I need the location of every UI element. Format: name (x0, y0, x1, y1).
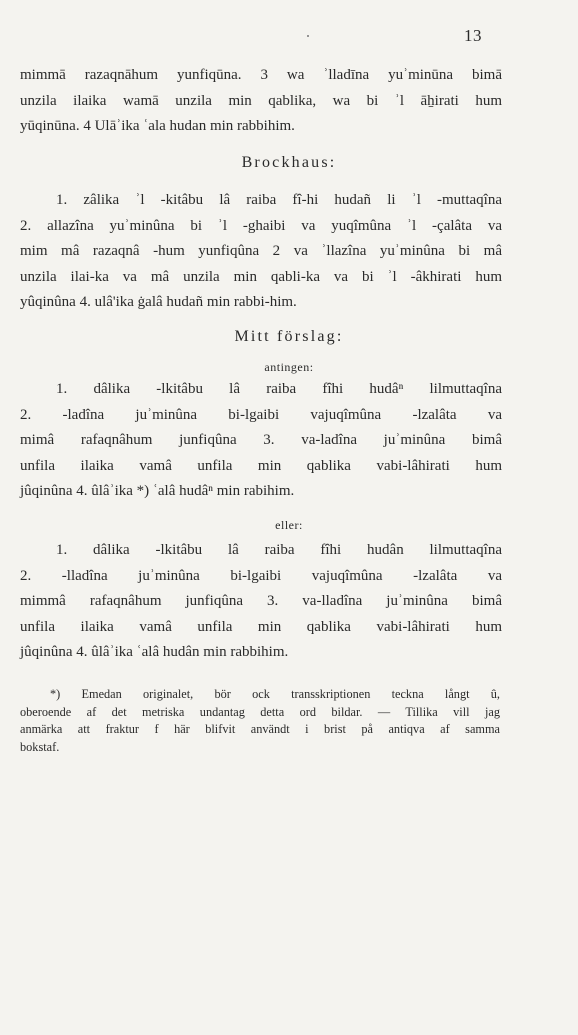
text-line: unzila ilaika wamā unzila min qablika, wa bi ʾl āẖirati hum (20, 92, 502, 109)
footnote-line: anmärka att fraktur f här blifvit användt i brist på antiqva af samma (20, 722, 500, 736)
footnote-line: oberoende af det metriska undantag detta ord bildar. — Tillika vill jag (20, 704, 500, 719)
brockhaus-paragraph (20, 188, 502, 316)
proposal-subheading-antingen: antingen: (264, 360, 314, 374)
text-line: 1. zâlika ʾl -kitâbu lâ raiba fî-hi hudañ li ʾl -muttaqîna (56, 192, 502, 208)
brockhaus-heading: Brockhaus: (241, 154, 337, 171)
proposal-paragraph-2 (20, 538, 502, 666)
text-line: unfila ilaika vamâ unfila min qablika vabi-lâhirati hum (20, 457, 502, 474)
intro-paragraph (20, 63, 502, 140)
footnote-line: *) Emedan originalet, bör ock transskriptionen teckna långt û, (50, 687, 500, 701)
footnote-line: bokstaf. (20, 739, 60, 754)
text-line: unzila ilai-ka va mâ unzila min qabli-ka va bi ʾl -âkhirati hum (20, 268, 502, 285)
text-line: jûqinûna 4. ûlâʾika ʿalâ hudân min rabbihim. (20, 644, 289, 660)
text-line: unfila ilaika vamâ unfila min qablika vabi-lâhirati hum (20, 618, 502, 635)
text-line: 2. -lladîna juʾminûna bi-lgaibi vajuqîmûna -lzalâta va (20, 567, 502, 584)
text-line: jûqinûna 4. ûlâʾika *) ʿalâ hudâⁿ min rabihim. (20, 483, 295, 499)
text-line: 1. dâlika -lkitâbu lâ raiba fîhi hudâⁿ lilmuttaqîna (56, 381, 502, 397)
text-line: 2. allazîna yuʾminûna bi ʾl -ghaibi va yuqîmûna ʾl -çalâta va (20, 217, 502, 234)
text-line: mimmā razaqnāhum yunfiqūna. 3 wa ʾlladīna yuʾminūna bimā (20, 67, 502, 83)
text-line: yūqinūna. 4 Ulāʾika ʿala hudan min rabbihim. (20, 118, 295, 134)
text-line: 2. -ladîna juʾminûna bi-lgaibi vajuqîmûna -lzalâta va (20, 406, 502, 423)
print-speck (307, 35, 309, 37)
text-line: mimmâ rafaqnâhum junfiqûna 3. va-lladîna juʾminûna bimâ (20, 593, 502, 609)
text-line: 1. dâlika -lkitâbu lâ raiba fîhi hudân lilmuttaqîna (56, 542, 502, 558)
text-line: mimâ rafaqnâhum junfiqûna 3. va-ladîna juʾminûna bimâ (20, 432, 502, 448)
text-line: mim mâ razaqnâ -hum yunfiqûna 2 va ʾllazîna yuʾminûna bi mâ (20, 243, 502, 259)
page-number: 13 (464, 26, 482, 45)
footnote (20, 686, 500, 756)
text-line: yûqinûna 4. ulâ'ika ġalâ hudañ min rabbi-him. (20, 294, 297, 310)
proposal-paragraph-1 (20, 377, 502, 505)
proposal-heading: Mitt förslag: (234, 328, 344, 345)
proposal-subheading-eller: eller: (275, 518, 303, 532)
